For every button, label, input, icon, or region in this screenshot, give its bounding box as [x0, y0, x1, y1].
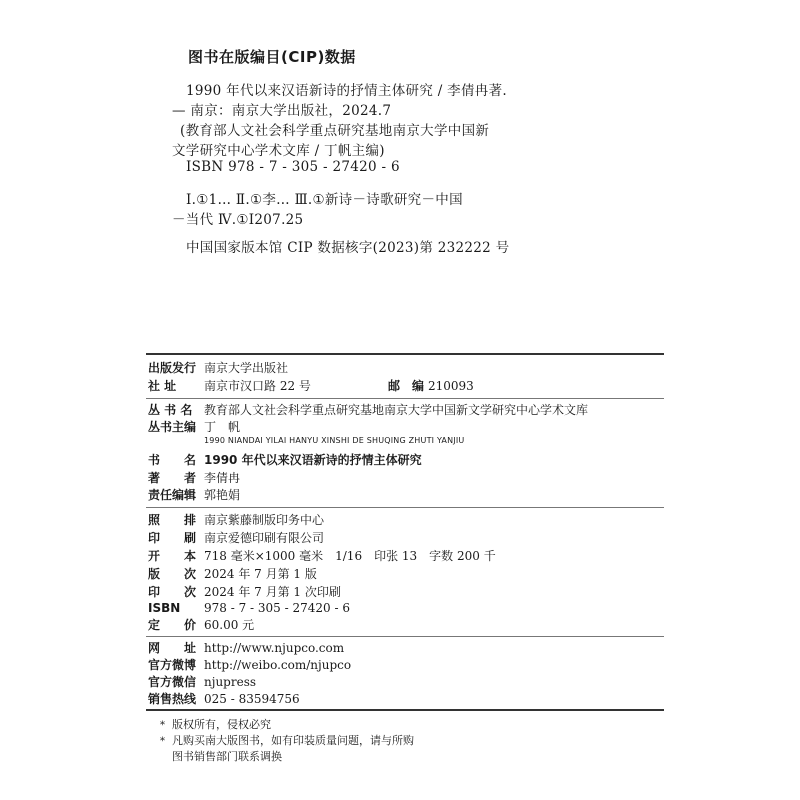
- impression-value: 2024 年 7 月第 1 次印刷: [204, 585, 341, 599]
- issuer-value: 南京大学出版社: [204, 361, 289, 375]
- series-label: 丛 书 名: [148, 403, 193, 417]
- responsible-editor-label: 责任编辑: [148, 488, 197, 502]
- divider-top: [146, 353, 664, 355]
- divider-bottom: [146, 709, 664, 711]
- row-format: [148, 549, 496, 563]
- book-title-value: 1990 年代以来汉语新诗的抒情主体研究: [204, 453, 422, 467]
- cip-title: 图书在版编目(CIP)数据: [188, 48, 356, 66]
- cip-line-cip-number: 中国国家版本馆 CIP 数据核字(2023)第 232222 号: [186, 240, 510, 256]
- format-label: 开 本: [148, 549, 197, 563]
- weibo-value: http://weibo.com/njupco: [204, 658, 352, 672]
- book-title-pinyin: 1990 NIANDAI YILAI HANYU XINSHI DE SHUQING ZHUTI YANJIU: [204, 436, 465, 445]
- postcode-label: 邮 编: [388, 379, 425, 393]
- issuer-label: 出版发行: [148, 361, 197, 375]
- row-isbn: [148, 601, 350, 615]
- postcode-value: 210093: [428, 379, 474, 393]
- divider-1: [146, 398, 664, 399]
- wechat-label: 官方微信: [148, 675, 197, 689]
- note-replacement: [160, 732, 414, 748]
- row-hotline: [148, 692, 300, 706]
- cip-line-title-author: 1990 年代以来汉语新诗的抒情主体研究 / 李倩冉著.: [186, 83, 507, 99]
- row-wechat: [148, 675, 256, 689]
- weibo-label: 官方微博: [148, 658, 197, 672]
- series-value: 教育部人文社会科学重点研究基地南京大学中国新文学研究中心学术文库: [204, 403, 589, 417]
- row-edition: [148, 567, 317, 581]
- cip-line-publisher: — 南京：南京大学出版社，2024.7: [172, 103, 392, 119]
- row-issuer: [148, 361, 288, 375]
- address-label: 社 址: [148, 379, 177, 393]
- author-value: 李倩冉: [204, 471, 241, 485]
- row-website: [148, 641, 344, 655]
- row-price: [148, 618, 254, 632]
- series-editor-label: 丛书主编: [148, 420, 197, 434]
- row-series-editor: [148, 420, 240, 434]
- price-label: 定 价: [148, 618, 197, 632]
- row-book-title: [148, 453, 422, 467]
- website-value: http://www.njupco.com: [204, 641, 345, 655]
- row-printing: [148, 531, 324, 545]
- typesetting-value: 南京紫藤制版印务中心: [204, 513, 325, 527]
- format-value: 718 毫米×1000 毫米 1/16 印张 13 字数 200 千: [204, 549, 496, 563]
- note-star-2: *: [160, 736, 165, 747]
- edition-value: 2024 年 7 月第 1 版: [204, 567, 317, 581]
- edition-label: 版 次: [148, 567, 197, 581]
- hotline-value: 025 - 83594756: [204, 692, 300, 706]
- series-editor-value: 丁 帆: [204, 420, 241, 434]
- row-responsible-editor: [148, 488, 240, 502]
- author-label: 著 者: [148, 471, 197, 485]
- printing-value: 南京爱德印刷有限公司: [204, 531, 325, 545]
- cip-block: [0, 0, 800, 300]
- cip-line-series-2: 文学研究中心学术文库 / 丁帆主编): [172, 143, 385, 159]
- row-series: [148, 403, 588, 417]
- row-address: [148, 379, 474, 393]
- note-copyright: [160, 716, 271, 732]
- website-label: 网 址: [148, 641, 197, 655]
- cip-line-series-1: (教育部人文社会科学重点研究基地南京大学中国新: [180, 123, 490, 139]
- hotline-label: 销售热线: [148, 692, 197, 706]
- cip-line-isbn: ISBN 978 - 7 - 305 - 27420 - 6: [186, 159, 400, 175]
- row-impression: [148, 585, 341, 599]
- impression-label: 印 次: [148, 585, 197, 599]
- book-title-label: 书 名: [148, 453, 197, 467]
- isbn-label: ISBN: [148, 601, 181, 615]
- address-value: 南京市汉口路 22 号: [204, 379, 311, 393]
- cip-line-classification-2: －当代 Ⅳ.①I207.25: [172, 212, 304, 228]
- divider-3: [146, 636, 664, 637]
- wechat-value: njupress: [204, 675, 257, 689]
- typesetting-label: 照 排: [148, 513, 197, 527]
- note-star-1: *: [160, 720, 165, 731]
- isbn-value: 978 - 7 - 305 - 27420 - 6: [204, 601, 350, 615]
- note-copyright-text: 版权所有，侵权必究: [172, 718, 271, 731]
- row-author: [148, 471, 240, 485]
- price-value: 60.00 元: [204, 618, 255, 632]
- divider-2: [146, 507, 664, 508]
- row-weibo: [148, 658, 351, 672]
- note-replacement-cont: 图书销售部门联系调换: [172, 750, 282, 763]
- cip-line-classification-1: Ⅰ.①1… Ⅱ.①李… Ⅲ.①新诗－诗歌研究－中国: [186, 192, 463, 208]
- note-replacement-text: 凡购买南大版图书，如有印装质量问题，请与所购: [172, 734, 414, 747]
- printing-label: 印 刷: [148, 531, 197, 545]
- responsible-editor-value: 郭艳娟: [204, 488, 241, 502]
- row-typesetting: [148, 513, 324, 527]
